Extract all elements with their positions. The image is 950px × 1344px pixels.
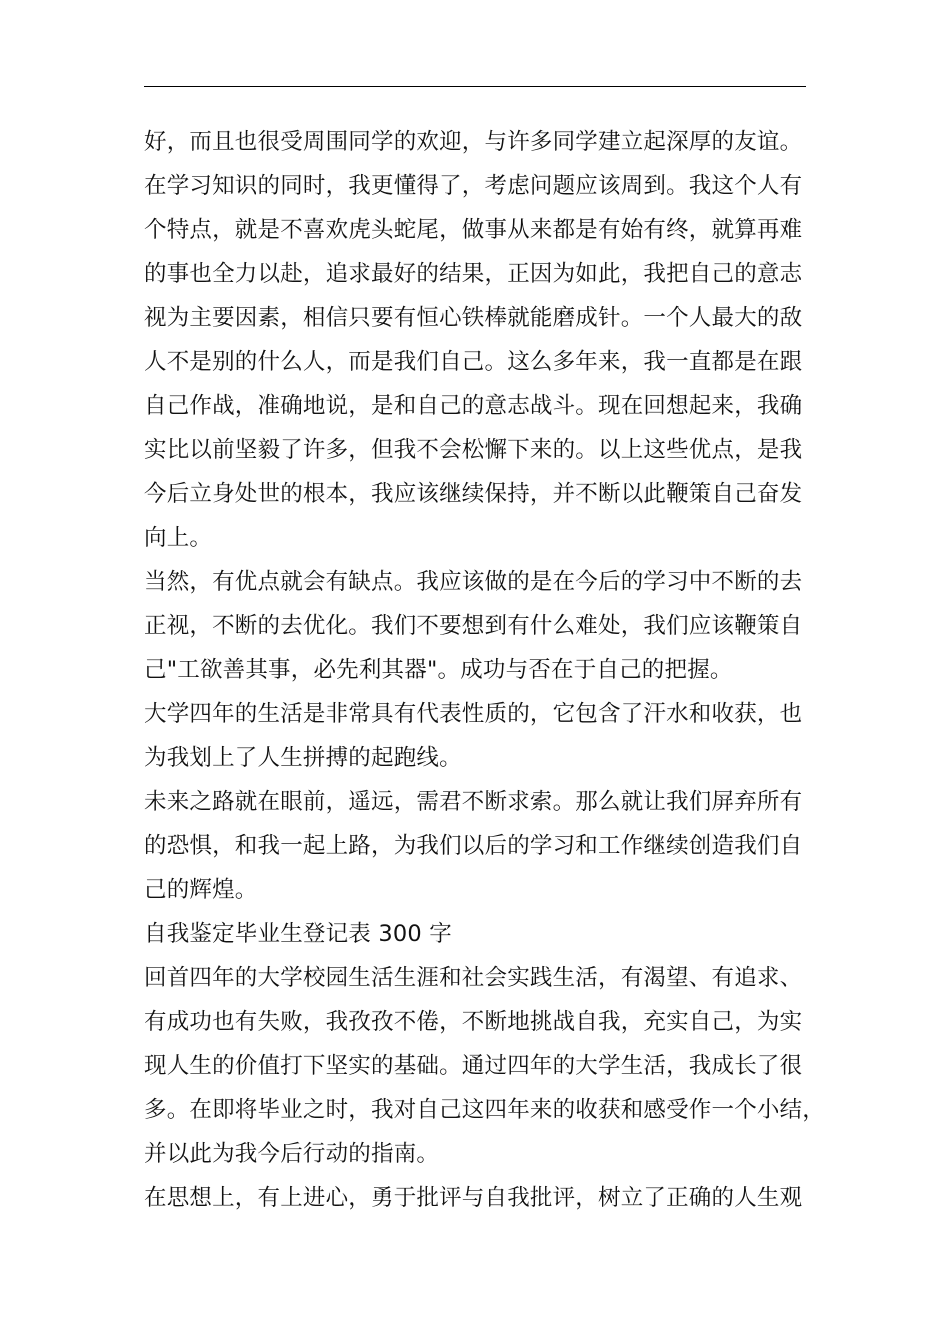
text-line: 今后立身处世的根本，我应该继续保持，并不断以此鞭策自己奋发 bbox=[144, 481, 803, 507]
text-line: 实比以前坚毅了许多，但我不会松懈下来的。以上这些优点，是我 bbox=[144, 437, 803, 463]
text-line: 在学习知识的同时，我更懂得了，考虑问题应该周到。我这个人有 bbox=[144, 173, 803, 199]
text-line: 大学四年的生活是非常具有代表性质的，它包含了汗水和收获，也 bbox=[144, 701, 803, 727]
text-line: 在思想上，有上进心，勇于批评与自我批评，树立了正确的人生观 bbox=[144, 1185, 803, 1211]
text-line: 人不是别的什么人，而是我们自己。这么多年来，我一直都是在跟 bbox=[144, 349, 803, 375]
text-line: 的事也全力以赴，追求最好的结果，正因为如此，我把自己的意志 bbox=[144, 261, 803, 287]
section-heading: 自我鉴定毕业生登记表 300 字 bbox=[144, 921, 452, 947]
text-line: 当然，有优点就会有缺点。我应该做的是在今后的学习中不断的去 bbox=[144, 569, 803, 595]
text-line: 回首四年的大学校园生活生涯和社会实践生活，有渴望、有追求、 bbox=[144, 965, 803, 991]
text-line: 好，而且也很受周围同学的欢迎，与许多同学建立起深厚的友谊。 bbox=[144, 129, 803, 155]
text-line: 己的辉煌。 bbox=[144, 877, 258, 903]
text-line: 未来之路就在眼前，遥远，需君不断求索。那么就让我们屏弃所有 bbox=[144, 789, 803, 815]
text-line: 为我划上了人生拼搏的起跑线。 bbox=[144, 745, 462, 771]
text-line: 的恐惧，和我一起上路，为我们以后的学习和工作继续创造我们自 bbox=[144, 833, 803, 859]
header-rule bbox=[144, 86, 806, 87]
text-line: 自己作战，准确地说，是和自己的意志战斗。现在回想起来，我确 bbox=[144, 393, 803, 419]
text-line: 并以此为我今后行动的指南。 bbox=[144, 1141, 440, 1167]
text-line: 个特点，就是不喜欢虎头蛇尾，做事从来都是有始有终，就算再难 bbox=[144, 217, 803, 243]
text-line: 多。在即将毕业之时，我对自己这四年来的收获和感受作一个小结， bbox=[144, 1097, 826, 1123]
text-line: 向上。 bbox=[144, 525, 213, 551]
text-line: 正视，不断的去优化。我们不要想到有什么难处，我们应该鞭策自 bbox=[144, 613, 803, 639]
text-line: 视为主要因素，相信只要有恒心铁棒就能磨成针。一个人最大的敌 bbox=[144, 305, 803, 331]
text-line: 己"工欲善其事，必先利其器"。成功与否在于自己的把握。 bbox=[144, 657, 733, 683]
text-line: 有成功也有失败，我孜孜不倦，不断地挑战自我，充实自己，为实 bbox=[144, 1009, 803, 1035]
body-text bbox=[144, 120, 834, 1220]
text-line: 现人生的价值打下坚实的基础。通过四年的大学生活，我成长了很 bbox=[144, 1053, 803, 1079]
